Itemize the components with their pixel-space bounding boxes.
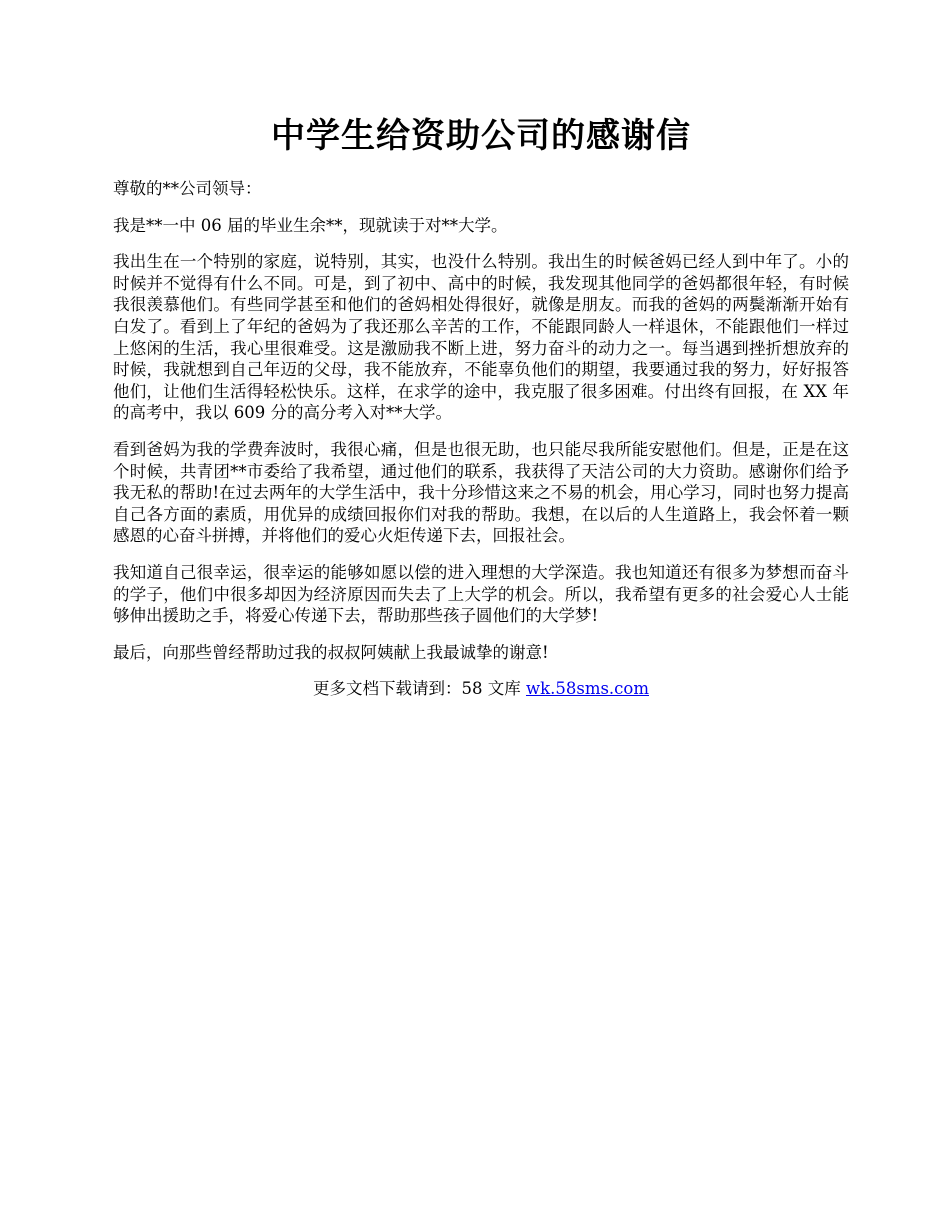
paragraph-intro: 我是**一中 06 届的毕业生余**，现就读于对**大学。 [113, 215, 508, 235]
footer [113, 678, 849, 700]
paragraph-sponsorship: 看到爸妈为我的学费奔波时，我很心痛，但是也很无助，也只能尽我所能安慰他们。但是，正是在这个时候，共青团**市委给了我希望，通过他们的联系，我获得了天洁公司的大力资助。感谢你们给予我无私的帮助!在过去两年的大学生活中，我十分珍惜这来之不易的机会，用心学习，同时也努力提高自己各方面的素质，用优异的成绩回报你们对我的帮助。我想，在以后的人生道路上，我会怀着一颗感恩的心奋斗拼搏，并将他们的爱心火炬传递下去，回报社会。 [113, 439, 849, 546]
salutation: 尊敬的**公司领导： [113, 179, 262, 198]
footer-text: 更多文档下载请到：58 文库 [312, 679, 526, 699]
document-page [113, 112, 849, 700]
paragraph-closing: 最后，向那些曾经帮助过我的叔叔阿姨献上我最诚挚的谢意! [113, 642, 549, 662]
paragraph-hope: 我知道自己很幸运，很幸运的能够如愿以偿的进入理想的大学深造。我也知道还有很多为梦想而奋斗的学子，他们中很多却因为经济原因而失去了上大学的机会。所以，我希望有更多的社会爱心人士能够伸出援助之手，将爱心传递下去，帮助那些孩子圆他们的大学梦! [113, 562, 849, 626]
paragraph-family: 我出生在一个特别的家庭，说特别，其实，也没什么特别。我出生的时候爸妈已经人到中年了。小的时候并不觉得有什么不同。可是，到了初中、高中的时候，我发现其他同学的爸妈都很年轻，有时候我很羡慕他们。有些同学甚至和他们的爸妈相处得很好，就像是朋友。而我的爸妈的两鬓渐渐开始有白发了。看到上了年纪的爸妈为了我还那么辛苦的工作，不能跟同龄人一样退休，不能跟他们一样过上悠闲的生活，我心里很难受。这是激励我不断上进，努力奋斗的动力之一。每当遇到挫折想放弃的时候，我就想到自己年迈的父母，我不能放弃，不能辜负他们的期望，我要通过我的努力，好好报答他们，让他们生活得轻松快乐。这样，在求学的途中，我克服了很多困难。付出终有回报，在 XX 年的高考中，我以 609 分的高分考入对**大学。 [113, 252, 849, 423]
footer-link[interactable]: wk.58sms.com [525, 679, 649, 699]
document-title: 中学生给资助公司的感谢信 [271, 116, 691, 156]
